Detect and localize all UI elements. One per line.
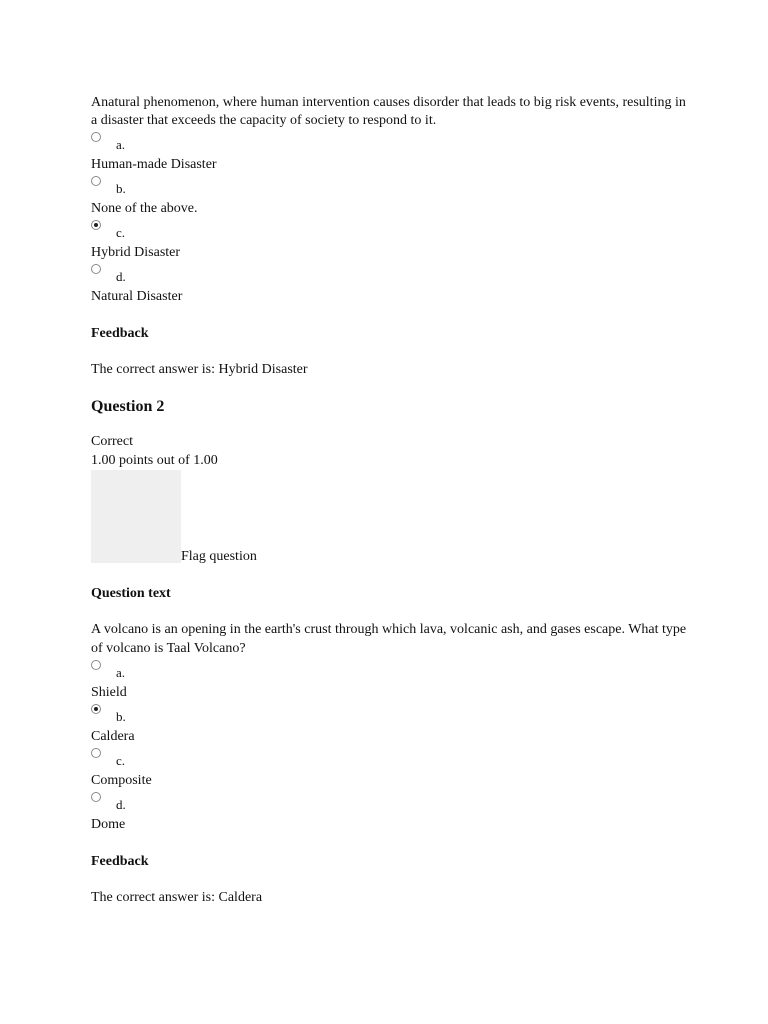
flag-question-control[interactable] — [91, 470, 691, 566]
option-label-natural-disaster[interactable]: Natural Disaster — [91, 289, 183, 304]
option-letter-d: d. — [116, 269, 126, 284]
option-label-dome[interactable]: Dome — [91, 817, 126, 832]
question-2-option-c[interactable] — [91, 748, 691, 792]
question-1-feedback-heading: Feedback — [91, 326, 149, 341]
question-2-heading: Question 2 — [91, 398, 165, 415]
option-letter-c: c. — [116, 753, 126, 768]
option-label-human-made-disaster[interactable]: Human-made Disaster — [91, 157, 217, 172]
option-letter-a: a. — [116, 137, 126, 152]
question-2 — [91, 396, 691, 908]
option-label-hybrid-disaster[interactable]: Hybrid Disaster — [91, 245, 181, 260]
radio-button-b[interactable] — [91, 704, 101, 714]
question-1-text: Anatural phenomenon, where human intervention causes disorder that leads to big risk events, resulting in a disaster that exceeds the capacity of society to respond to it. — [91, 95, 686, 128]
question-1-option-b[interactable] — [91, 176, 691, 220]
question-1 — [91, 94, 691, 380]
option-letter-c: c. — [116, 225, 126, 240]
question-2-status: Correct — [91, 434, 133, 449]
question-1-option-a[interactable] — [91, 132, 691, 176]
question-2-feedback-text: The correct answer is: Caldera — [91, 890, 263, 905]
radio-button-a[interactable] — [91, 132, 101, 142]
option-label-composite[interactable]: Composite — [91, 773, 152, 788]
question-2-text: A volcano is an opening in the earth's crust through which lava, volcanic ash, and gases escape. What type of volcano is Taal Volcano? — [91, 622, 687, 656]
question-1-option-c[interactable] — [91, 220, 691, 264]
option-letter-a: a. — [116, 665, 126, 680]
option-letter-b: b. — [116, 181, 126, 196]
radio-button-d[interactable] — [91, 792, 101, 802]
radio-button-c[interactable] — [91, 220, 101, 230]
radio-button-c[interactable] — [91, 748, 101, 758]
radio-button-a[interactable] — [91, 660, 101, 670]
flag-icon[interactable] — [91, 470, 181, 563]
quiz-review-page — [91, 94, 691, 908]
question-1-answer-list — [91, 132, 691, 308]
option-label-none-of-the-above[interactable]: None of the above. — [91, 201, 198, 216]
question-1-feedback-text: The correct answer is: Hybrid Disaster — [91, 362, 308, 377]
radio-button-b[interactable] — [91, 176, 101, 186]
radio-button-d[interactable] — [91, 264, 101, 274]
question-2-option-a[interactable] — [91, 660, 691, 704]
question-2-option-b[interactable] — [91, 704, 691, 748]
option-label-caldera[interactable]: Caldera — [91, 729, 135, 744]
question-2-feedback-heading: Feedback — [91, 854, 149, 869]
question-2-text-heading: Question text — [91, 586, 171, 601]
question-2-option-d[interactable] — [91, 792, 691, 836]
option-letter-b: b. — [116, 709, 126, 724]
option-label-shield[interactable]: Shield — [91, 685, 127, 700]
option-letter-d: d. — [116, 797, 126, 812]
question-2-points: 1.00 points out of 1.00 — [91, 453, 218, 468]
question-2-answer-list — [91, 660, 691, 836]
question-1-option-d[interactable] — [91, 264, 691, 308]
flag-question-link[interactable]: Flag question — [181, 549, 257, 564]
